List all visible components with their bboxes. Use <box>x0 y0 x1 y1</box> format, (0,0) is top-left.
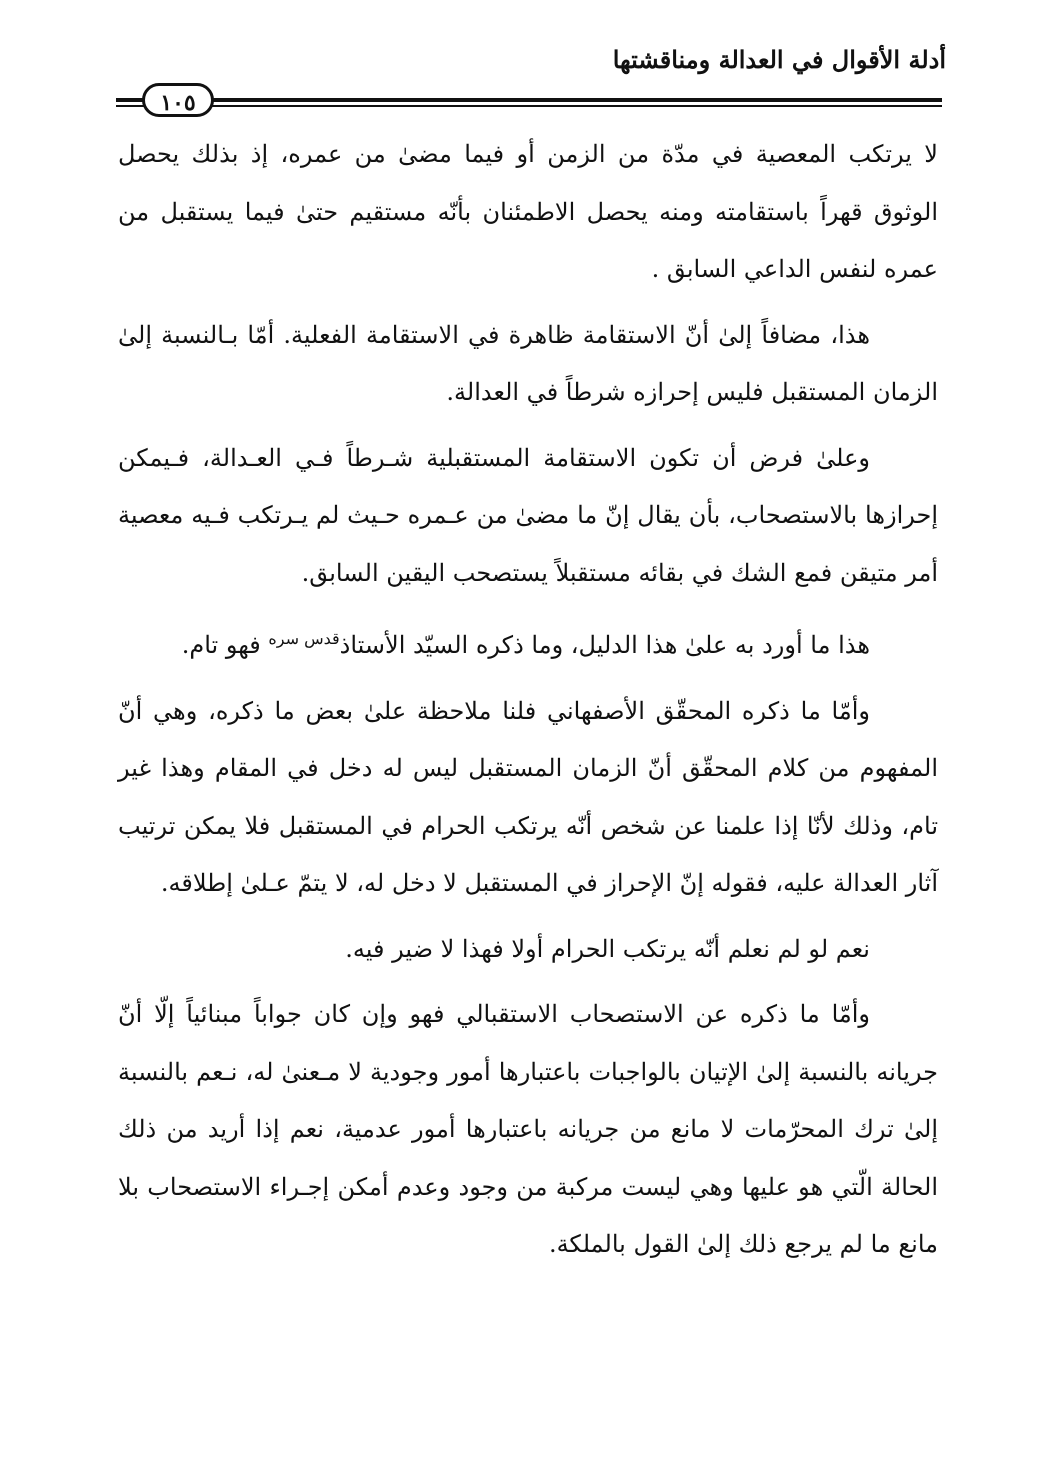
paragraph-2: هذا، مضافاً إلىٰ أنّ الاستقامة ظاهرة في الاستقامة الفعلية. أمّا بـالنسبة إلىٰ الزمان المستقبل فليس إحرازه شرطاً في العدالة. <box>118 320 938 406</box>
header-rule-thin <box>116 105 942 107</box>
honorific-symbol: قدس سره <box>268 629 340 648</box>
paragraph-4 <box>118 610 938 675</box>
paragraph-3: وعلىٰ فرض أن تكون الاستقامة المستقبلية شـرطاً فـي العـدالة، فـيمكن إحرازها بالاستصحاب، بأن يقال إنّ ما مضىٰ من عـمره حـيث لم يـرتكب فـيه معصية أمر متيقن فمع الشك في بقائه مستقبلاً يستصحب اليقين السابق. <box>118 443 938 587</box>
paragraph-4-text-after: فهو تام. <box>181 631 269 659</box>
paragraph-4-text-before: هذا ما أورد به علىٰ هذا الدليل، وما ذكره السيّد الأستاذ <box>339 631 870 659</box>
paragraph-5: وأمّا ما ذكره المحقّق الأصفهاني فلنا ملاحظة علىٰ بعض ما ذكره، وهي أنّ المفهوم من كلام المحقّق أنّ الزمان المستقبل ليس له دخل في المقام وهذا غير تام، وذلك لأنّا إذا علمنا عن شخص أنّه يرتكب الحرام في المستقبل فلا يمكن ترتيب آثار العدالة عليه، فقوله إنّ الإحراز في المستقبل لا دخل له، لا يتمّ عـلىٰ إطلاقه. <box>118 696 938 897</box>
paragraph-7: وأمّا ما ذكره عن الاستصحاب الاستقبالي فهو وإن كان جواباً مبنائياً إلّا أنّ جريانه بالنسبة إلىٰ الإتيان بالواجبات باعتبارها أمور وجودية لا مـعنىٰ له، نـعم بالنسبة إلىٰ ترك المحرّمات لا مانع من جريانه باعتبارها أمور عدمية، نعم إذا أريد من ذلك الحالة الّتي هو عليها وهي ليست مركبة من وجود وعدم أمكن إجـراء الاستصحاب بلا مانع ما لم يرجع ذلك إلىٰ القول بالملكة. <box>118 1000 938 1258</box>
header-rule-thick <box>116 98 942 102</box>
running-header-title: أدلة الأقوال في العدالة ومناقشتها <box>612 45 946 74</box>
paragraph-1: لا يرتكب المعصية في مدّة من الزمن أو فيما مضىٰ من عمره، إذ بذلك يحصل الوثوق قهراً باستقامته ومنه يحصل الاطمئنان بأنّه مستقيم حتىٰ فيما يستقبل من عمره لنفس الداعي السابق . <box>118 140 938 283</box>
page-number-badge: ١٠٥ <box>142 83 214 117</box>
paragraph-6: نعم لو لم نعلم أنّه يرتكب الحرام أولا فهذا لا ضير فيه. <box>345 934 870 963</box>
page-body-text <box>118 126 938 1282</box>
